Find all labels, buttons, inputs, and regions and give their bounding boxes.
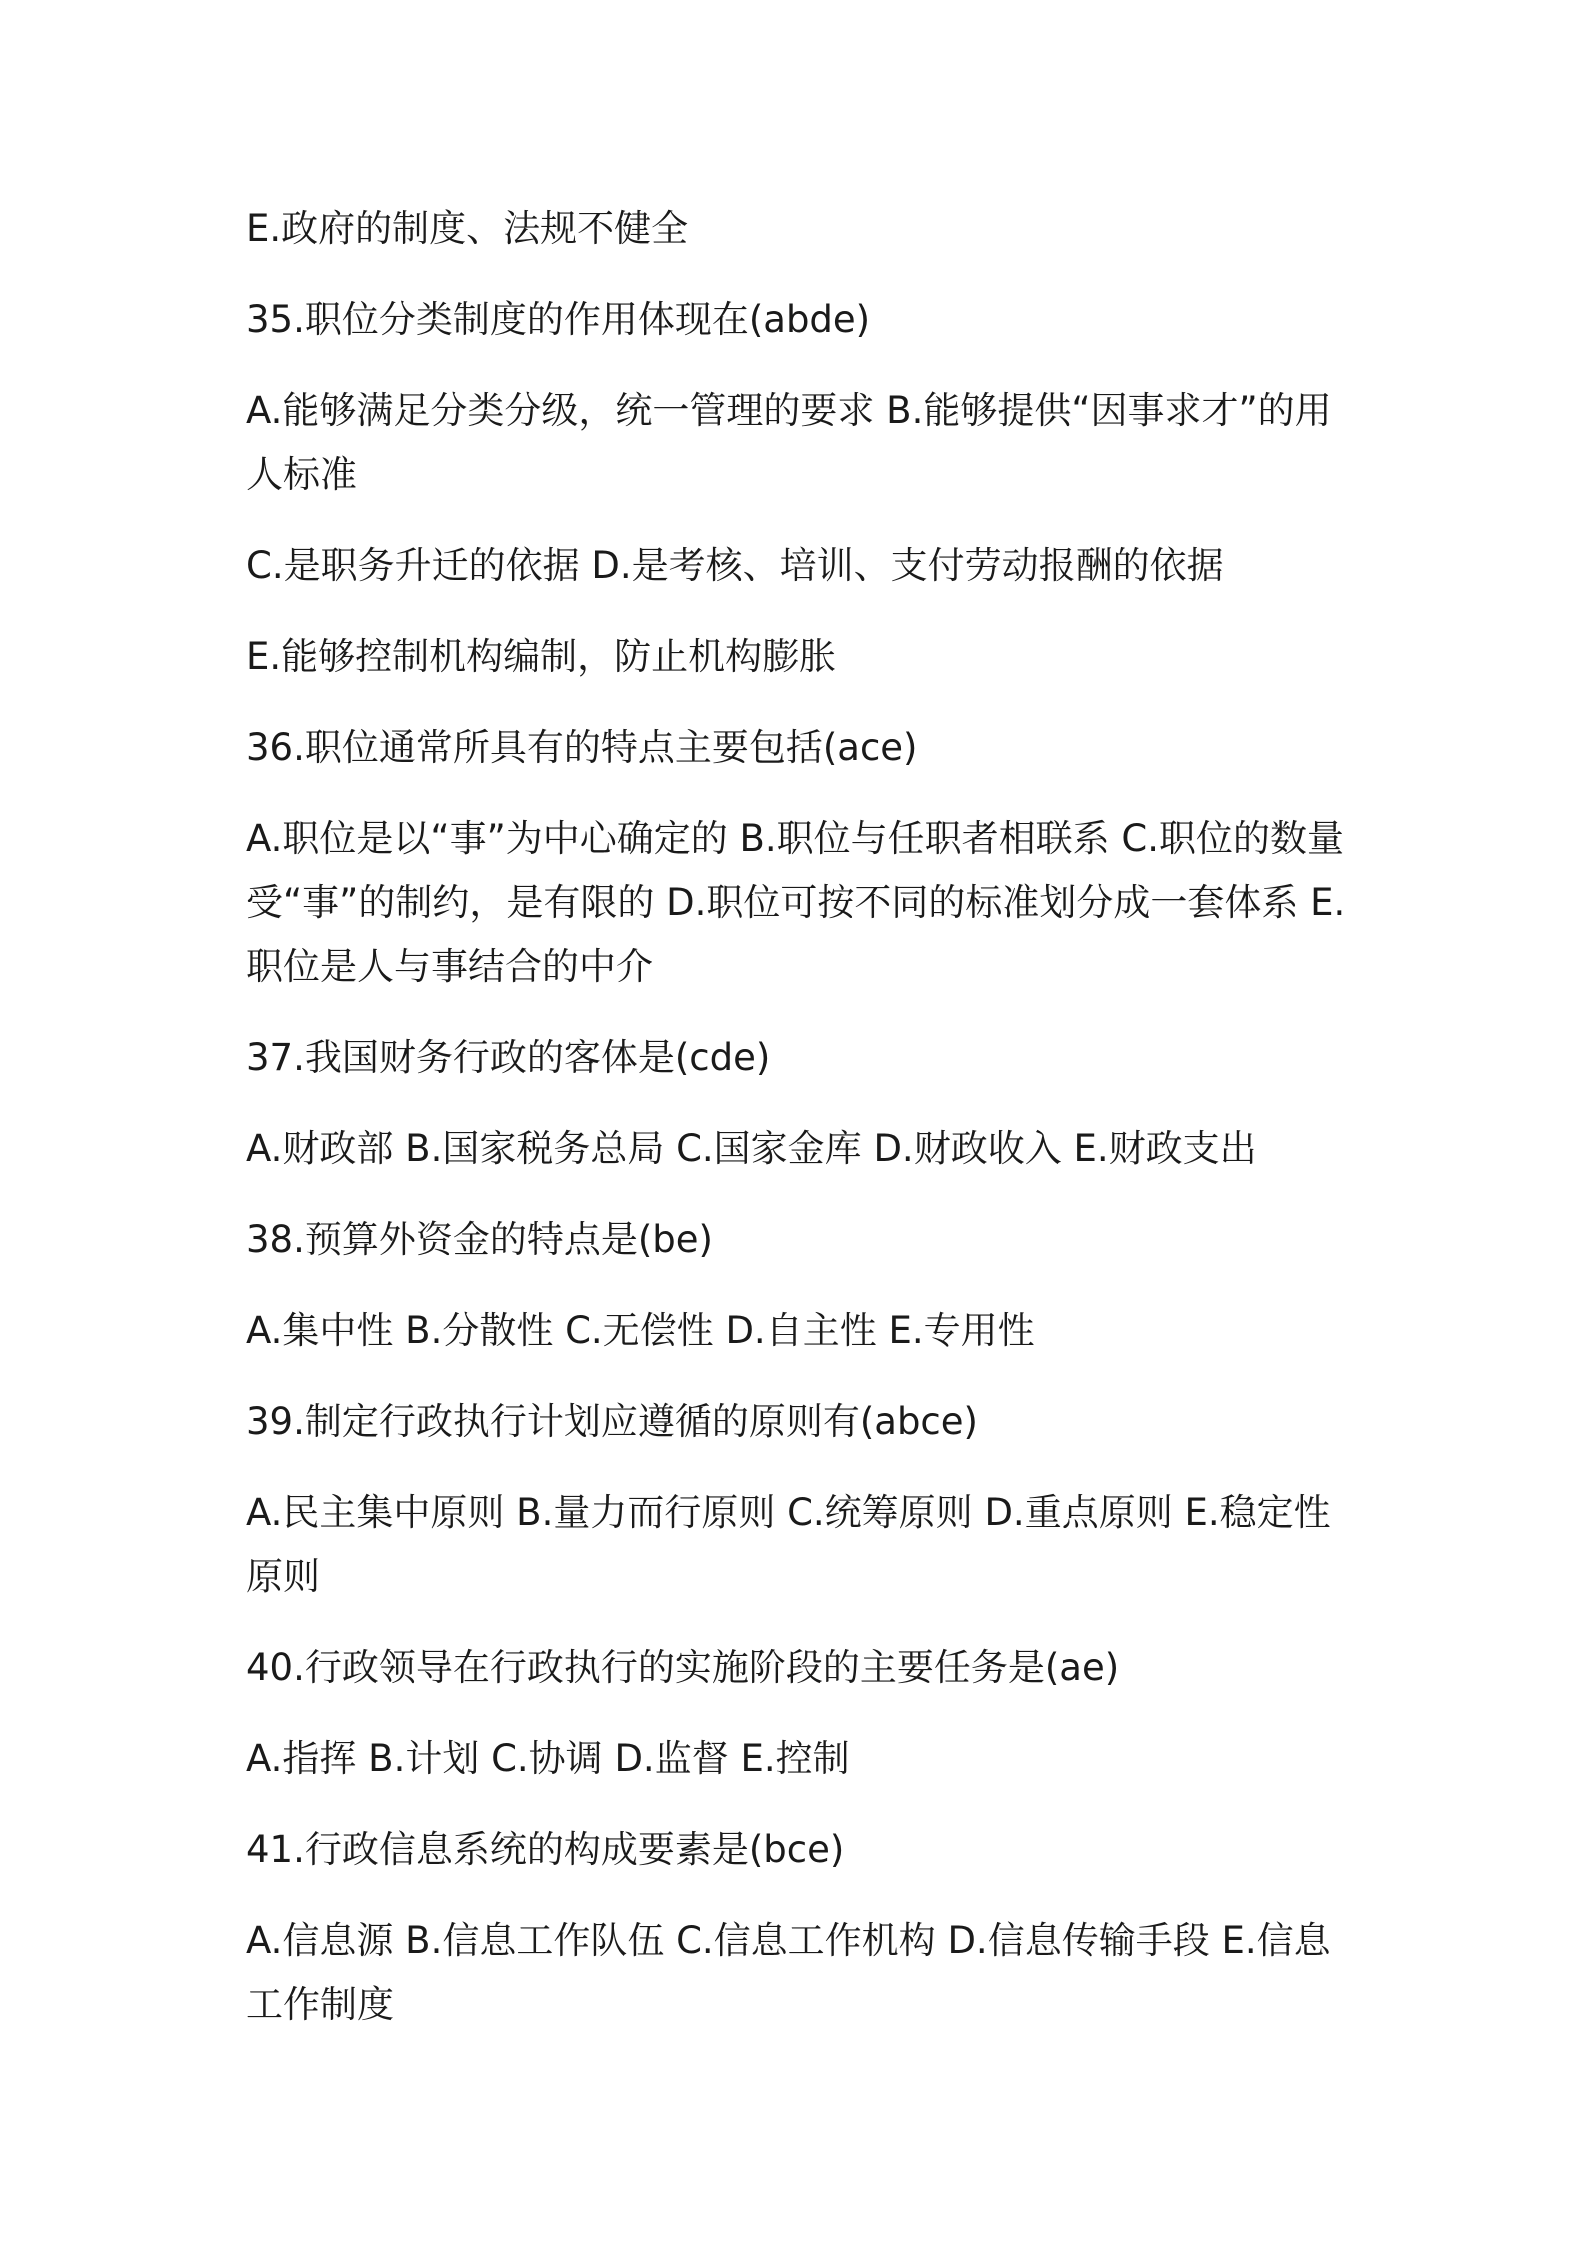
question-40: 40.行政领导在行政执行的实施阶段的主要任务是(ae) (246, 1646, 1120, 1689)
options-38: A.集中性 B.分散性 C.无偿性 D.自主性 E.专用性 (246, 1309, 1035, 1352)
options-39: A.民主集中原则 B.量力而行原则 C.统筹原则 D.重点原则 E.稳定性原则 (246, 1491, 1331, 1598)
question-35: 35.职位分类制度的作用体现在(abde) (246, 298, 871, 341)
options-40: A.指挥 B.计划 C.协调 D.监督 E.控制 (246, 1737, 850, 1780)
options-35-cont: C.是职务升迁的依据 D.是考核、培训、支付劳动报酬的依据 (246, 544, 1224, 587)
options-35: A.能够满足分类分级，统一管理的要求 B.能够提供“因事求才”的用人标准 (246, 389, 1332, 496)
options-37: A.财政部 B.国家税务总局 C.国家金库 D.财政收入 E.财政支出 (246, 1127, 1257, 1170)
question-38: 38.预算外资金的特点是(be) (246, 1218, 713, 1261)
document-body (246, 197, 1356, 2064)
option-text: E.政府的制度、法规不健全 (246, 207, 689, 250)
question-37: 37.我国财务行政的客体是(cde) (246, 1036, 771, 1079)
question-39: 39.制定行政执行计划应遵循的原则有(abce) (246, 1400, 978, 1443)
question-41: 41.行政信息系统的构成要素是(bce) (246, 1828, 845, 1871)
options-36: A.职位是以“事”为中心确定的 B.职位与任职者相联系 C.职位的数量受“事”的制约，是有限的 D.职位可按不同的标准划分成一套体系 E.职位是人与事结合的中介 (246, 817, 1346, 988)
question-36: 36.职位通常所具有的特点主要包括(ace) (246, 726, 918, 769)
options-41: A.信息源 B.信息工作队伍 C.信息工作机构 D.信息传输手段 E.信息工作制度 (246, 1919, 1331, 2026)
options-35-e: E.能够控制机构编制，防止机构膨胀 (246, 635, 837, 678)
